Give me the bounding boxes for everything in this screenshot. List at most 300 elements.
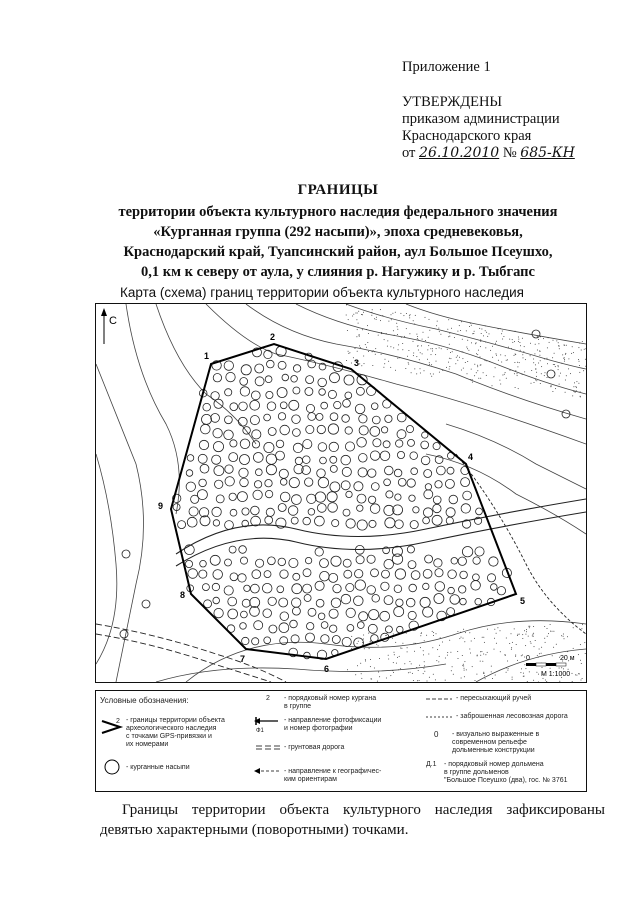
kurgan-mound [230, 509, 237, 516]
kurgan-mound [432, 515, 442, 525]
kurgan-mound [289, 558, 298, 567]
kurgan-mound [252, 441, 259, 448]
kurgan-mound [317, 425, 325, 433]
kurgan-mound [316, 599, 324, 607]
kurgan-mound [280, 425, 290, 435]
kurgan-mound [292, 584, 302, 594]
kurgan-mound [251, 584, 260, 593]
kurgan-mound [357, 520, 367, 530]
north-label: С [109, 315, 117, 327]
stream [176, 499, 586, 566]
kurgan-mound [408, 439, 415, 446]
kurgan-mound [449, 495, 458, 504]
kurgan-mound [395, 520, 404, 529]
kurgan-mound [244, 585, 250, 591]
kurgan-mound [341, 455, 351, 465]
kurgan-mound [354, 482, 363, 491]
kurgan-mound [228, 597, 237, 606]
kurgan-mound [198, 454, 207, 463]
kurgan-mound [462, 547, 472, 557]
kurgan-mound [445, 479, 454, 488]
kurgan-mound [200, 560, 207, 567]
kurgan-mound [406, 426, 413, 433]
kurgan-mound [408, 611, 416, 619]
legend-dolmen: - визуально выраженные в современном рельефе дольменные конструкции [452, 731, 540, 754]
kurgan-mound [384, 479, 391, 486]
kurgan-mound [250, 400, 260, 410]
number-prefix: № [502, 145, 517, 161]
kurgan-mound [342, 637, 351, 646]
kurgan-mound [200, 464, 209, 473]
kurgan-mound [344, 570, 352, 578]
legend-dirt-road: - грунтовая дорога [284, 744, 345, 751]
kurgan-mound [291, 635, 299, 643]
kurgan-mound [471, 581, 481, 591]
kurgan-mound [230, 403, 238, 411]
approved-line-1: приказом администрации [402, 111, 560, 127]
kurgan-mound [251, 506, 260, 515]
kurgan-mound [213, 597, 220, 604]
kurgan-mound [120, 630, 128, 638]
kurgan-mound [411, 571, 420, 580]
kurgan-mound [368, 469, 376, 477]
kurgan-mound [267, 360, 275, 368]
kurgan-mound [268, 428, 276, 436]
kurgan-mound [330, 413, 338, 421]
kurgan-mound [345, 392, 352, 399]
kurgan-mound [394, 585, 402, 593]
kurgan-mound [369, 610, 379, 620]
kurgan-mound [212, 455, 221, 464]
kurgan-mound [420, 597, 430, 607]
kurgan-mound [434, 559, 442, 567]
approval-date-row [402, 145, 632, 162]
kurgan-mound [268, 557, 276, 565]
kurgan-mound [243, 427, 251, 435]
kurgan-mound [367, 586, 376, 595]
kurgan-mound [278, 558, 286, 566]
kurgan-mound [341, 481, 350, 490]
kurgan-mound [188, 569, 198, 579]
kurgan-mound [382, 570, 390, 578]
kurgan-mound [424, 490, 433, 499]
map-drawing [96, 304, 586, 682]
kurgan-mound [368, 496, 375, 503]
kurgan-mound [304, 595, 311, 602]
kurgan-mound [199, 570, 207, 578]
slope-dots [346, 304, 586, 682]
kurgan-mound [224, 586, 233, 595]
kurgan-mound [240, 478, 249, 487]
kurgan-mound [346, 491, 352, 497]
kurgan-mound [331, 598, 341, 608]
kurgan-mound [213, 570, 223, 580]
kurgan-mound [280, 402, 287, 409]
scale-length: 20 м [560, 655, 575, 662]
title-line-3: Краснодарский край, Туапсинский район, аул Большое Псеушхо, [123, 244, 553, 260]
kurgan-mound [355, 580, 365, 590]
approved-line-2: Краснодарского края [402, 128, 532, 144]
kurgan-mound [251, 391, 260, 400]
kurgan-mound [473, 557, 480, 564]
boundary-points [158, 332, 525, 674]
kurgan-mound [448, 587, 455, 594]
kurgan-mound [343, 399, 351, 407]
kurgan-mound [211, 414, 220, 423]
kurgan-mound [282, 374, 289, 381]
kurgan-mound [355, 570, 363, 578]
kurgan-mound [333, 584, 341, 592]
legend-orient: - направление к географичес- ким ориентирам [284, 768, 382, 783]
legend-photo: - направление фотофиксации и номер фотографии [284, 717, 382, 732]
kurgan-mound [189, 507, 198, 516]
kurgan-mound [277, 586, 284, 593]
kurgan-mound [280, 479, 287, 486]
legend-photo-num-symbol: Ф1 [256, 728, 264, 734]
kurgan-mound [250, 607, 260, 617]
kurgan-mound [292, 415, 301, 424]
kurgan-mound [306, 404, 314, 412]
kurgan-mound [386, 491, 393, 498]
kurgan-mound [330, 465, 337, 472]
kurgan-mound [266, 454, 276, 464]
kurgan-mound [423, 508, 432, 517]
kurgan-mound [460, 598, 467, 605]
kurgan-mound [423, 583, 429, 589]
kurgan-mound [303, 440, 312, 449]
kurgan-mound [359, 426, 368, 435]
kurgan-mound [186, 470, 193, 477]
kurgan-mound [197, 490, 207, 500]
kurgan-mound [413, 507, 419, 513]
date-prefix: от [402, 145, 416, 161]
kurgan-mound [332, 636, 340, 644]
kurgan-mound [425, 484, 431, 490]
kurgan-mound [225, 389, 232, 396]
kurgan-mound [343, 559, 351, 567]
kurgan-mound [242, 637, 249, 644]
kurgan-mound [435, 582, 445, 592]
legend-boundary-num: 2 [116, 718, 120, 725]
kurgan-mound [255, 469, 262, 476]
kurgan-mound [250, 416, 259, 425]
kurgan-mound [461, 504, 470, 513]
scale-zero: 0 [526, 655, 530, 662]
kurgan-mound [411, 468, 418, 475]
title-line-4: 0,1 км к северу от аула, у слияния р. Нагужику и р. Тыбгапс [141, 264, 535, 280]
kurgan-mound [397, 430, 406, 439]
kurgan-mound [359, 454, 368, 463]
document-title [40, 180, 636, 282]
kurgan-mound [251, 516, 261, 526]
kurgan-mound [410, 521, 418, 529]
kurgan-mound [250, 597, 260, 607]
kurgan-mound [252, 430, 261, 439]
legend-dolmen-num-symbol: Д.1 [426, 761, 437, 768]
kurgan-mound [264, 637, 271, 644]
boundary-point-label: 4 [468, 452, 474, 462]
approval-date: 26.10.2010 [419, 145, 500, 161]
appendix-label: Приложение 1 [402, 59, 491, 75]
kurgan-mound [395, 569, 405, 579]
kurgan-mound [489, 557, 498, 566]
kurgan-mound [384, 596, 393, 605]
scale-ratio: М 1:1000 [541, 671, 571, 678]
kurgan-mound [224, 430, 234, 440]
kurgan-mound [291, 517, 298, 524]
kurgan-mound [185, 560, 192, 567]
kurgan-mound [276, 518, 286, 528]
kurgan-mound [367, 555, 375, 563]
kurgan-mound [306, 376, 314, 384]
kurgan-mound [451, 558, 458, 565]
kurgan-mound [263, 609, 272, 618]
kurgan-mound [239, 546, 247, 554]
kurgan-mound [384, 559, 394, 569]
kurgan-mound [357, 505, 363, 511]
kurgan-mound [315, 581, 324, 590]
kurgan-mound [280, 570, 288, 578]
kurgan-mound [293, 443, 302, 452]
kurgan-mound [318, 443, 327, 452]
kurgan-mound [237, 492, 247, 502]
kurgan-mound [448, 570, 457, 579]
kurgan-mound [359, 612, 368, 621]
kurgan-mound [308, 608, 316, 616]
kurgan-mound [264, 414, 271, 421]
kurgan-mound [491, 584, 498, 591]
kurgan-mound [461, 478, 470, 487]
legend-forest-road: - заброшенная лесовозная дорога [456, 713, 568, 720]
kurgan-mound [330, 456, 337, 463]
kurgan-mound [346, 583, 354, 591]
kurgan-mound [303, 517, 311, 525]
kurgan-mound [240, 455, 250, 465]
kurgan-mound [201, 424, 211, 434]
kurgan-mound [269, 625, 277, 633]
kurgan-mound [264, 350, 272, 358]
kurgan-mound [437, 466, 446, 475]
kurgan-mound [330, 373, 340, 383]
kurgan-mound [266, 508, 274, 516]
kurgan-mound [407, 546, 414, 553]
kurgan-mound [303, 456, 311, 464]
kurgan-mound [421, 441, 429, 449]
kurgan-mound [396, 440, 403, 447]
kurgan-mound [238, 574, 246, 582]
kurgan-mound [293, 387, 300, 394]
kurgan-mound [214, 399, 223, 408]
kurgan-mound [265, 490, 272, 497]
kurgan-mound [372, 416, 380, 424]
map-caption: Карта (схема) границ территории объекта культурного наследия [120, 285, 524, 300]
kurgan-mound [329, 573, 338, 582]
kurgan-mound [268, 597, 276, 605]
kurgan-mound [255, 364, 264, 373]
kurgan-mound [450, 595, 460, 605]
kurgan-mound [303, 584, 312, 593]
kurgan-mound [356, 556, 364, 564]
kurgan-mound [305, 388, 313, 396]
kurgan-mound [255, 377, 264, 386]
kurgan-mound [252, 570, 261, 579]
legend-boundary: - границы территории объекта археологического наследия с точками GPS-привязки и их номерами [126, 717, 225, 748]
kurgan-mound [458, 557, 466, 565]
kurgan-mound [423, 607, 433, 617]
contour-lines [96, 304, 586, 682]
kurgan-mound [280, 637, 288, 645]
kurgan-mound [398, 478, 406, 486]
kurgan-mound [266, 391, 273, 398]
kurgan-mound [370, 427, 380, 437]
kurgan-mound [202, 414, 212, 424]
kurgan-mound [357, 494, 366, 503]
kurgan-mound [341, 594, 351, 604]
kurgan-mound [308, 360, 316, 368]
kurgan-mound [225, 465, 233, 473]
kurgan-mound [344, 375, 354, 385]
legend-kurgans: - курганные насыпи [126, 764, 190, 771]
kurgan-mound [306, 425, 314, 433]
kurgan-mound [395, 494, 401, 500]
kurgan-mound [410, 452, 418, 460]
kurgan-mound [329, 609, 338, 618]
kurgan-mound [345, 427, 352, 434]
kurgan-mound [239, 468, 248, 477]
kurgan-mound [369, 520, 376, 527]
kurgan-mound [210, 555, 220, 565]
kurgan-mound [380, 451, 390, 461]
kurgan-mound [394, 469, 402, 477]
kurgan-mound [225, 521, 234, 530]
kurgan-mound [372, 595, 380, 603]
kurgan-mound [241, 365, 251, 375]
title-heading: ГРАНИЦЫ [297, 182, 379, 198]
kurgan-mound [487, 574, 495, 582]
boundary-map [95, 303, 587, 683]
kurgan-mound [330, 625, 337, 632]
legend-dolmen-symbol: 0 [434, 730, 439, 739]
kurgan-mound [315, 492, 325, 502]
kurgan-mound [256, 559, 264, 567]
kurgan-mound [240, 557, 247, 564]
kurgan-mound [358, 468, 367, 477]
kurgan-mounds [120, 330, 570, 660]
kurgan-mound [317, 504, 326, 513]
kurgan-mound [357, 438, 367, 448]
kurgan-mound [357, 622, 364, 629]
kurgan-mound [434, 594, 444, 604]
kurgan-mound [433, 496, 441, 504]
kurgan-mound [406, 598, 415, 607]
kurgan-mound [225, 559, 232, 566]
kurgan-mound [423, 569, 432, 578]
kurgan-mound [264, 571, 271, 578]
kurgan-mound [279, 623, 289, 633]
kurgan-mound [307, 494, 316, 503]
kurgan-mound [308, 509, 315, 516]
legend-dolmen-num: - порядковый номер дольмена в группе дольменов "Большое Псеушхо (два), гос. № 3761 [444, 761, 568, 784]
kurgan-mound [292, 607, 300, 615]
kurgan-mound [371, 569, 379, 577]
kurgan-mound [329, 442, 338, 451]
kurgan-mound [320, 559, 329, 568]
kurgan-mound [214, 608, 223, 617]
kurgan-mound [293, 365, 300, 372]
kurgan-mound [241, 611, 248, 618]
kurgan-mound [342, 415, 350, 423]
kurgan-mound [278, 413, 285, 420]
kurgan-mound [262, 583, 272, 593]
approved-label: УТВЕРЖДЕНЫ [402, 94, 503, 110]
kurgan-mound [308, 413, 316, 421]
kurgan-mound [407, 479, 415, 487]
kurgan-mound [290, 620, 298, 628]
kurgan-mound [293, 429, 301, 437]
kurgan-mound [187, 517, 197, 527]
kurgan-mound [381, 582, 389, 590]
kurgan-mound [254, 621, 263, 630]
approval-number: 685-КН [520, 145, 575, 161]
kurgan-mound [277, 388, 287, 398]
kurgan-mound [328, 503, 338, 513]
kurgan-mound [240, 623, 247, 630]
kurgan-mound [229, 453, 238, 462]
kurgan-mound [264, 442, 274, 452]
boundary-point-label: 7 [240, 654, 246, 664]
kurgan-mound [383, 441, 390, 448]
kurgan-mound [317, 469, 326, 478]
kurgan-mound [225, 416, 233, 424]
kurgan-mound [547, 370, 555, 378]
kurgan-mound [265, 376, 272, 383]
kurgan-mound [225, 477, 234, 486]
legend-stream: - пересыхающий ручей [456, 695, 532, 702]
kurgan-mound [288, 506, 298, 516]
kurgan-mound [331, 556, 341, 566]
kurgan-mound [343, 509, 350, 516]
kurgan-mound [397, 451, 404, 458]
kurgan-mound [265, 516, 273, 524]
kurgan-mound [347, 625, 354, 632]
kurgan-mound [385, 415, 392, 422]
kurgan-mound [292, 495, 302, 505]
kurgan-mound [213, 442, 223, 452]
kurgan-mound [328, 424, 338, 434]
kurgan-mound [433, 443, 440, 450]
kurgan-mound [267, 402, 276, 411]
kurgan-mound [293, 573, 300, 580]
kurgan-mound [238, 417, 247, 426]
kurgan-mound [316, 413, 323, 420]
kurgan-mound [319, 389, 326, 396]
kurgan-mound [187, 455, 194, 462]
kurgan-mound [213, 429, 222, 438]
kurgan-mound [242, 599, 250, 607]
kurgan-mound [315, 516, 325, 526]
map-legend [95, 690, 587, 792]
kurgan-mound [396, 599, 403, 606]
boundary-point-label: 1 [204, 351, 210, 361]
kurgan-mound [279, 469, 288, 478]
approval-block [402, 59, 632, 162]
legend-title: Условные обозначения: [100, 696, 189, 705]
kurgan-mound [278, 361, 286, 369]
kurgan-mound [229, 493, 236, 500]
kurgan-mound [228, 609, 238, 619]
kurgan-mound [239, 402, 248, 411]
kurgan-mound [212, 583, 219, 590]
